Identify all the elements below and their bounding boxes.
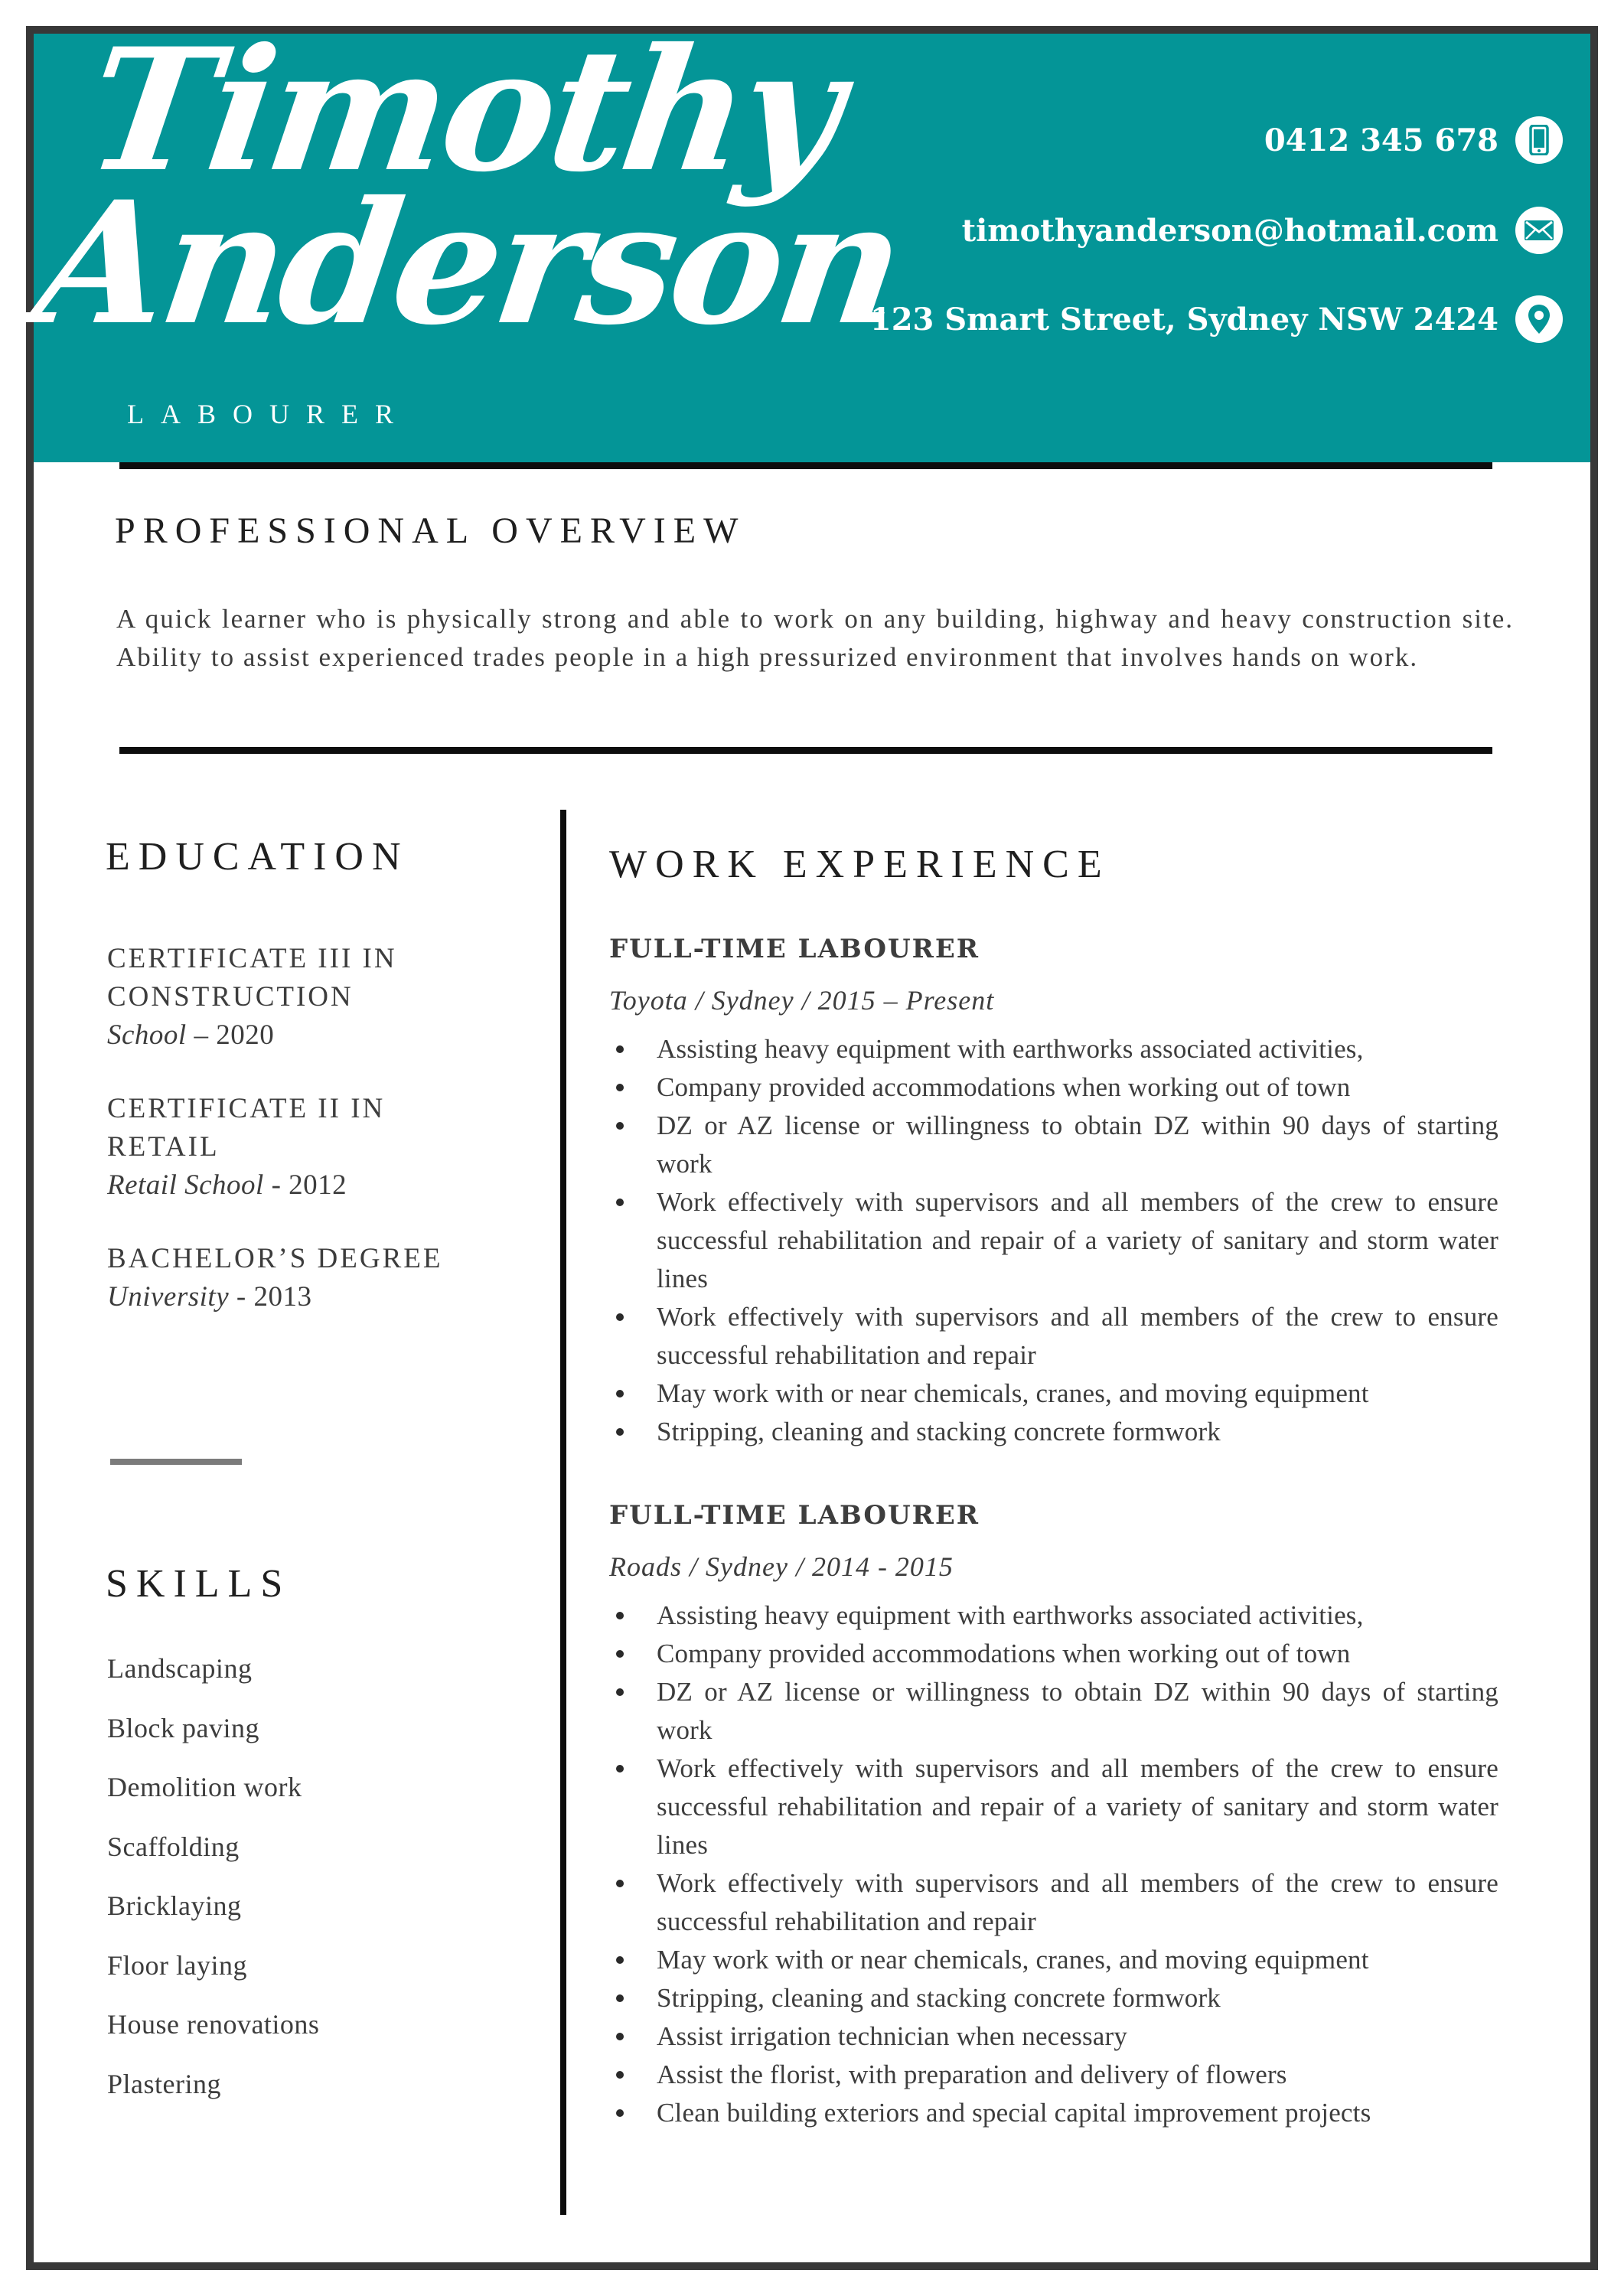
job-2-meta: Roads / Sydney / 2014 - 2015 — [609, 1551, 954, 1582]
job-1-duties — [609, 1030, 1498, 1451]
experience-heading: WORK EXPERIENCE — [609, 843, 1110, 886]
education-institution: Retail School — [107, 1169, 264, 1201]
education-degree-line1: BACHELOR’S DEGREE — [107, 1243, 443, 1274]
duty-item: Stripping, cleaning and stacking concrete formwork — [609, 1413, 1498, 1451]
job-title: LABOURER — [127, 399, 411, 429]
education-year: - 2013 — [229, 1281, 312, 1313]
location-pin-icon — [1515, 295, 1563, 343]
job-1-meta: Toyota / Sydney / 2015 – Present — [609, 985, 995, 1016]
job-1-title: FULL-TIME LABOURER — [609, 934, 980, 964]
duty-item: Assisting heavy equipment with earthworks associated activities, — [609, 1030, 1498, 1068]
overview-heading: PROFESSIONAL OVERVIEW — [115, 510, 746, 551]
skill-item: Floor laying — [107, 1949, 247, 1981]
education-degree-line2: CONSTRUCTION — [107, 981, 354, 1013]
education-heading: EDUCATION — [106, 835, 409, 879]
skills-list — [107, 1650, 319, 2125]
duty-item: DZ or AZ license or willingness to obtain DZ within 90 days of starting work — [609, 1107, 1498, 1183]
duty-item: Stripping, cleaning and stacking concrete formwork — [609, 1979, 1498, 2017]
envelope-icon — [1515, 207, 1563, 254]
job-2-title: FULL-TIME LABOURER — [609, 1500, 980, 1531]
email-text: timothyanderson@hotmail.com — [961, 212, 1498, 249]
divider-middle — [119, 747, 1492, 754]
first-name: Timothy — [76, 11, 850, 209]
skill-item: Scaffolding — [107, 1831, 240, 1862]
skill-item: Demolition work — [107, 1772, 302, 1802]
duty-item: Work effectively with supervisors and all members of the crew to ensure successful rehabilitation and repair — [609, 1864, 1498, 1941]
duty-item: May work with or near chemicals, cranes, and moving equipment — [609, 1941, 1498, 1979]
skill-item: Plastering — [107, 2068, 221, 2099]
education-item — [107, 940, 536, 1055]
phone-icon — [1515, 116, 1563, 164]
phone-text: 0412 345 678 — [1264, 122, 1498, 158]
education-degree-line1: CERTIFICATE II IN — [107, 1093, 386, 1124]
education-degree-line1: CERTIFICATE III IN — [107, 943, 397, 974]
duty-item: Assist irrigation technician when necessary — [609, 2017, 1498, 2056]
skills-heading: SKILLS — [106, 1562, 292, 1606]
section-accent-bar — [110, 1459, 242, 1465]
overview-text: A quick learner who is physically strong and able to work on any building, highway and heavy construction site. Ability to assist experienced trades people in a high pressurized environment that involves hands on work. — [116, 604, 1514, 672]
duty-item: Assist the florist, with preparation and delivery of flowers — [609, 2056, 1498, 2094]
duty-item: Company provided accommodations when working out of town — [609, 1635, 1498, 1673]
skill-item: House renovations — [107, 2009, 320, 2040]
contact-phone — [1264, 116, 1563, 164]
job-2-duties — [609, 1596, 1498, 2132]
duty-item: Assisting heavy equipment with earthworks associated activities, — [609, 1596, 1498, 1635]
skill-item: Bricklaying — [107, 1890, 242, 1921]
education-institution: University — [107, 1281, 230, 1313]
candidate-name — [24, 11, 930, 362]
address-text: 123 Smart Street, Sydney NSW 2424 — [869, 301, 1498, 338]
column-divider — [560, 810, 566, 2215]
education-degree-line2: RETAIL — [107, 1131, 220, 1163]
divider-top — [119, 462, 1492, 469]
education-year: - 2012 — [263, 1169, 347, 1201]
duty-item: Work effectively with supervisors and all members of the crew to ensure successful rehabilitation and repair — [609, 1298, 1498, 1375]
duty-item: DZ or AZ license or willingness to obtain DZ within 90 days of starting work — [609, 1673, 1498, 1750]
education-year: – 2020 — [186, 1019, 275, 1051]
duty-item: Clean building exteriors and special capital improvement projects — [609, 2094, 1498, 2132]
contact-address — [870, 295, 1563, 343]
education-institution: School — [107, 1019, 187, 1051]
contact-email — [962, 207, 1563, 254]
duty-item: May work with or near chemicals, cranes, and moving equipment — [609, 1375, 1498, 1413]
duty-item: Work effectively with supervisors and all members of the crew to ensure successful rehabilitation and repair of a variety of sanitary and storm water lines — [609, 1183, 1498, 1298]
education-item — [107, 1240, 536, 1316]
last-name: Anderson — [24, 164, 912, 362]
education-item — [107, 1090, 536, 1205]
duty-item: Company provided accommodations when working out of town — [609, 1068, 1498, 1107]
skill-item: Landscaping — [107, 1653, 253, 1684]
skill-item: Block paving — [107, 1712, 259, 1743]
duty-item: Work effectively with supervisors and all members of the crew to ensure successful rehabilitation and repair of a variety of sanitary and storm water lines — [609, 1750, 1498, 1864]
